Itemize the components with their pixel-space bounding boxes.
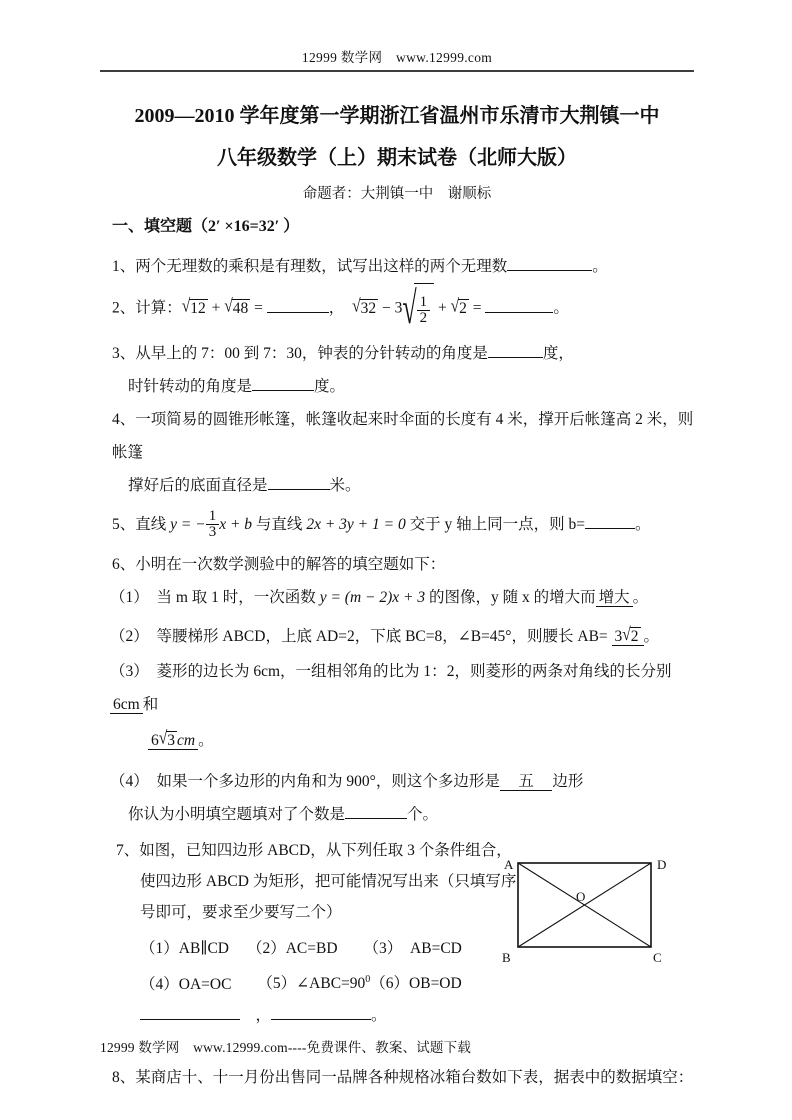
q3-l2-end: 度。 [314,378,346,396]
answer-coefficient: 6 [151,732,159,750]
q4-l2-end: 米。 [329,477,361,495]
question-6-item-2 [100,620,694,653]
question-4-line-2 [100,469,694,502]
question-6-item-3-line-2 [100,721,694,761]
q2-op1: + [207,299,225,317]
radicand-2: 2 [459,299,467,317]
q1-blank [507,255,592,271]
q4-blank [268,474,330,490]
q7-line-1: 7、如图，已知四边形 ABCD，从下列任取 3 个条件组合， [116,842,512,860]
fraction-denominator: 2 [417,310,431,327]
q4-l1: 4、一项简易的圆锥形帐篷，帐篷收起来时伞面的长度有 4 米，撑开后帐篷高 2 米，则帐篷 [112,411,694,462]
radical-symbol: √ [224,295,233,316]
q6-i2-end: 。 [643,628,660,646]
q7-answer-blanks-row [112,1000,522,1031]
radical-symbol: √ [158,728,168,749]
radicand-one-half [414,283,435,335]
question-6-item-3-line-1 [100,655,694,721]
q6-i1-mid: 的图像，y 随 x 的增大而 [425,589,596,607]
question-6-item-4-line-2 [100,798,694,831]
q6-i1-end: 。 [632,589,649,607]
question-6-item-1 [100,581,694,614]
fraction-numerator: 1 [419,293,428,310]
q7-line-2: 使四边形 ABCD 为矩形，把可能情况写出来（只填写序 [140,873,517,891]
page-title-line-1: 2009—2010 学年度第一学期浙江省温州市乐清市大荆镇一中 [134,105,660,127]
q5-blank [585,513,635,529]
q6-i4-l2-end: 个。 [407,806,439,824]
question-3-line-2 [100,370,694,403]
question-8: 8、某商店十、十一月份出售同一品牌各种规格冰箱台数如下表，据表中的数据填空： [112,1068,694,1086]
q6-i3-end: 。 [198,732,214,750]
radical-symbol: √ [181,295,191,316]
q7-blank-separator: ， [240,1006,272,1024]
q3-l1-end: 度， [542,345,574,363]
q3-blank-2 [252,375,314,391]
q7-end: 。 [371,1006,387,1024]
sqrt-48 [224,295,250,317]
q6-i1-formula: y = (m − 2)x + 3 [319,589,426,607]
q3-l1: 3、从早上的 7：00 到 7：30，钟表的分针转动的角度是 [112,345,488,363]
q7-answer-blank-2 [271,1004,371,1020]
q2-eq2: = [468,299,486,317]
fraction-denominator: 3 [206,524,220,541]
q2-lead: 2、计算： [112,299,182,317]
radical-symbol: √ [622,625,631,646]
sqrt-2 [622,625,640,646]
question-6-item-4-line-1 [100,765,694,798]
q7-condition-1: （1）AB∥CD [140,940,229,958]
q6-i3-answer-1: 6cm [110,696,143,714]
q7-conditions-row-1 [112,933,522,964]
page-footer: 12999 数学网 www.12999.com----免费课件、教案、试题下载 [100,1040,472,1055]
question-5 [100,502,694,548]
radicand-3: 3 [167,732,176,750]
question-7-text-column [112,835,522,1030]
q5-mid: 与直线 [252,516,307,534]
q2-eq1: = [250,299,267,317]
q7-condition-4: （4）OA=OC [140,975,232,993]
vertex-label-c: C [653,950,662,966]
sqrt-3 [158,728,177,750]
center-label-o: O [576,889,586,905]
fraction-numerator: 1 [208,507,217,524]
question-3-line-1 [100,337,694,370]
q7-condition-5-superscript: 0 [365,974,371,986]
vertex-label-d: D [657,857,667,873]
sqrt-32 [352,295,378,317]
section-1-heading: 一、填空题（2′ ×16=32′ ） [112,218,300,235]
sqrt-2 [450,295,469,317]
rectangle-abcd-figure [500,847,680,967]
fraction-one-third [206,509,220,542]
question-7 [100,835,694,1030]
q3-l2: 时针转动的角度是 [128,378,253,396]
radicand-2: 2 [630,628,639,646]
q6-i2-pre: （2） 等腰梯形 ABCD，上底 AD=2，下底 BC=8，∠B=45°，则腰长 AB= [110,628,612,646]
q6-i3-pre: （3） 菱形的边长为 6cm，一组相邻角的比为 1：2，则菱形的两条对角线的长分别 [110,663,672,681]
q5-formula-left: y = − [170,516,206,534]
question-4-line-1 [100,403,694,469]
answer-unit: cm [177,732,196,750]
question-6-intro: 6、小明在一次数学测验中的解答的填空题如下： [112,556,446,574]
sqrt-12 [181,295,208,317]
q6-i4-answer: 五 [500,773,553,791]
radical-symbol: √ [450,295,460,316]
q6-i2-answer [612,625,644,646]
page-title-line-2: 八年级数学（上）期末试卷（北师大版） [217,147,577,169]
radical-symbol: √ [352,295,361,316]
q2-op2: − 3 [378,299,403,317]
radicand-48: 48 [232,299,249,317]
q7-condition-2: （2）AC=BD [246,940,338,958]
q6-i3-mid: 和 [142,696,159,714]
q6-i4-l2: 你认为小明填空题填对了个数是 [128,806,346,824]
q2-end: 。 [553,299,569,317]
header-site-text: 12999 数学网 www.12999.com [301,50,493,65]
q3-blank-1 [488,342,543,358]
q4-l2: 撑好后的底面直径是 [128,477,268,495]
q6-i3-answer-2 [148,728,198,750]
radicand-12: 12 [190,299,206,317]
q7-conditions-row-2 [112,964,522,999]
q1-text: 1、两个无理数的乘积是有理数，试写出这样的两个无理数 [112,258,508,276]
page-header [100,0,694,72]
q7-line-3: 号即可，要求至少要写二个） [140,904,342,922]
q5-formula-right: x + b [219,516,253,534]
q6-i1-answer: 增大 [596,589,633,607]
q5-end: 。 [634,516,651,534]
q6-i4-blank [345,803,407,819]
answer-coefficient: 3 [614,628,623,646]
q5-lead: 5、直线 [112,516,171,534]
q7-answer-blank-1 [140,1004,240,1020]
fraction-one-half [417,295,431,328]
q1-end: 。 [592,258,608,276]
question-2 [100,283,694,335]
q2-comma: ， [328,299,353,317]
q2-op3: + [434,299,451,317]
q6-i4-post: 边形 [552,773,584,791]
vertex-label-a: A [504,857,514,873]
vertex-label-b: B [502,950,511,966]
q7-condition-5: （5）∠ABC=90 [257,975,366,993]
sqrt-one-half: √ $\frac{1}{2}$ [402,283,434,335]
author-line: 命题者：大荆镇一中 谢顺标 [302,186,492,202]
q2-blank-1 [267,297,329,313]
radicand-32: 32 [360,299,377,317]
q5-line-equation: 2x + 3y + 1 = 0 [306,516,406,534]
q6-i4-pre: （4） 如果一个多边形的内角和为 900°，则这个多边形是 [110,773,500,791]
page-content [100,0,694,1094]
q7-condition-3: （3） AB=CD [363,940,462,958]
q6-i1-pre: （1） 当 m 取 1 时，一次函数 [110,589,320,607]
q5-tail: 交于 y 轴上同一点，则 b= [405,516,585,534]
q7-condition-6: （6）OB=OD [370,975,462,993]
q2-blank-2 [485,297,553,313]
